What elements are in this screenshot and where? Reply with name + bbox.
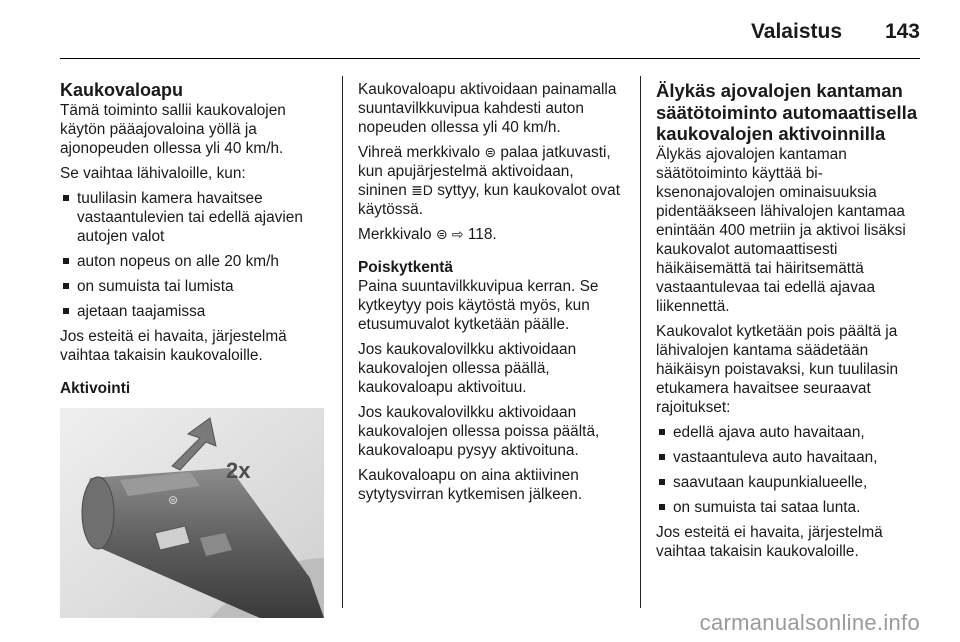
- return-paragraph: Jos esteitä ei havaita, järjestelmä vaihtaa takaisin kaukovaloille.: [60, 328, 287, 364]
- heading-kaukovaloapu: Kaukovaloapu: [60, 80, 184, 100]
- list-item: on sumuista tai lumista: [60, 277, 328, 296]
- page-ref-icon: ⇨: [451, 226, 464, 242]
- page-header: [60, 18, 920, 59]
- heading-poiskytkenta: Poiskytkentä: [358, 259, 453, 276]
- list-item: vastaantuleva auto havaitaan,: [656, 448, 926, 467]
- list-item: auton nopeus on alle 20 km/h: [60, 252, 328, 271]
- reference-paragraph: Merkkivalo ⊜ ⇨ 118.: [358, 226, 497, 243]
- figure-label-2x: 2x: [226, 458, 251, 483]
- assist-icon: ⊜: [168, 493, 179, 507]
- heading-adaptive-light: Älykäs ajovalojen kantaman säätötoiminto automaattisella kaukovalojen aktivoinnilla: [656, 80, 918, 144]
- adaptive-paragraph-3: Jos esteitä ei havaita, järjestelmä vaihtaa takaisin kaukovaloille.: [656, 523, 883, 560]
- page-number: 143: [884, 20, 920, 43]
- watermark: carmanualsonline.info: [699, 610, 920, 635]
- assist-indicator-icon: ⊜: [435, 226, 448, 242]
- section-title: Valaistus: [750, 20, 842, 43]
- conditions-list: [60, 189, 328, 321]
- off-paragraph-1: Paina suuntavilkkuvipua kerran. Se kytkeytyy pois käytöstä myös, kun etusumuvalot kytketään päälle.: [358, 278, 599, 333]
- stalk-illustration: [60, 408, 324, 618]
- off-paragraph-2: Jos kaukovalovilkku aktivoidaan kaukovalojen ollessa päällä, kaukovaloapu aktivoituu.: [358, 341, 577, 396]
- list-item: on sumuista tai sataa lunta.: [656, 498, 926, 517]
- adaptive-paragraph-2: Kaukovalot kytketään pois päältä ja lähivalojen kantama säädetään häikäisyn poistavaksi, kun tuulilasin etukamera havaitsee seuraavat rajoitukset:: [656, 322, 899, 416]
- activation-paragraph: Kaukovaloapu aktivoidaan painamalla suuntavilkkuvipua kahdesti auton nopeuden ollessa yli 40 km/h.: [358, 81, 617, 136]
- off-paragraph-4: Kaukovaloapu on aina aktiivinen sytytysvirran kytkemisen jälkeen.: [358, 467, 583, 503]
- column-3: [656, 80, 926, 567]
- column-divider: [640, 76, 641, 608]
- restrictions-list: [656, 423, 926, 517]
- indicator-paragraph: Vihreä merkkivalo ⊜ palaa jatkuvasti, kun apujärjestelmä aktivoidaan, sininen ≣D syttyy, kun kaukovalot ovat käytössä.: [358, 144, 620, 218]
- list-item: ajetaan taajamissa: [60, 302, 328, 321]
- assist-indicator-icon: ⊜: [484, 144, 497, 160]
- off-paragraph-3: Jos kaukovalovilkku aktivoidaan kaukovalojen ollessa poissa päältä, kaukovaloapu pysyy aktivoituna.: [358, 404, 600, 459]
- high-beam-icon: ≣D: [411, 182, 433, 198]
- heading-aktivointi: Aktivointi: [60, 380, 131, 397]
- stalk-illustration-svg: [60, 408, 324, 618]
- intro-paragraph: Tämä toiminto sallii kaukovalojen käytön pääajovaloina yöllä ja ajonopeuden ollessa yli 40 km/h.: [60, 102, 286, 157]
- column-2: [358, 80, 626, 510]
- column-1: [60, 80, 328, 618]
- list-item: tuulilasin kamera havaitsee vastaantulevien tai edellä ajavien autojen valot: [60, 189, 328, 246]
- adaptive-paragraph-1: Älykäs ajovalojen kantaman säätötoiminto käyttää bi-ksenonajovalojen ominaisuuksia pidentääkseen lähivalojen kantamaa enintään 400 metriin ja aktivoi lisäksi kaukovalot automaattisesti häikäisemättä tai häiritsemättä vastaantulevaa tai edellä ajavaa liikennettä.: [656, 145, 906, 315]
- column-divider: [342, 76, 343, 608]
- list-item: edellä ajava auto havaitaan,: [656, 423, 926, 442]
- switch-paragraph: Se vaihtaa lähivaloille, kun:: [60, 165, 246, 182]
- list-item: saavutaan kaupunkialueelle,: [656, 473, 926, 492]
